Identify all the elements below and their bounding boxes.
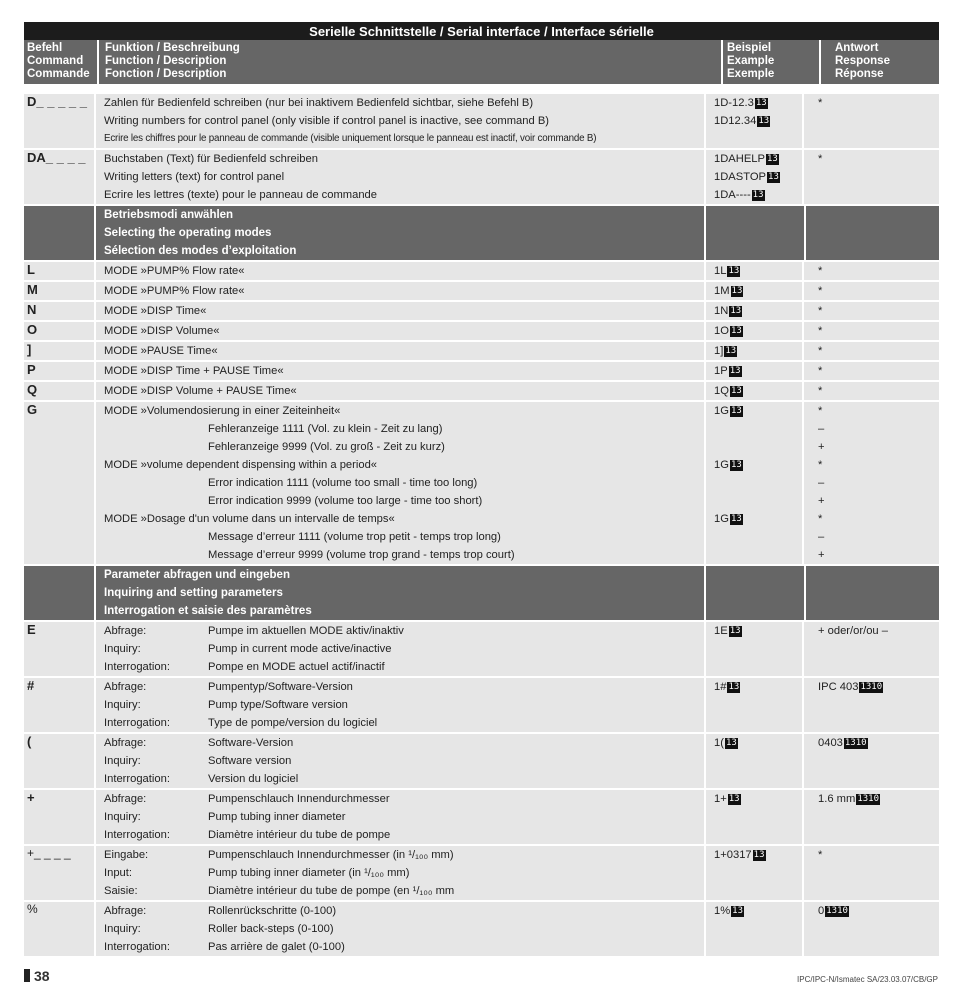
command-cell: % — [24, 902, 94, 956]
description-line: MODE »DISP Time + PAUSE Time« — [104, 365, 284, 377]
example-cell — [704, 734, 802, 788]
response-cell — [802, 734, 939, 788]
table-row — [24, 302, 939, 320]
description-line: MODE »PAUSE Time« — [104, 345, 218, 357]
description-label: Abfrage: — [104, 625, 147, 637]
cr-key-icon: 13 — [767, 154, 778, 164]
example-text: 1% — [714, 905, 731, 917]
description-label: Interrogation: — [104, 773, 170, 785]
description-line: Rollenrückschritte (0-100) — [208, 905, 337, 917]
example-text: 1G — [714, 513, 729, 525]
description-cell — [94, 302, 704, 320]
example-text: 1P — [714, 365, 728, 377]
description-cell — [94, 322, 704, 340]
response-text: * — [818, 345, 823, 357]
description-cell — [94, 734, 704, 788]
description-label: Inquiry: — [104, 923, 141, 935]
response-cell — [802, 846, 939, 900]
description-label: Abfrage: — [104, 905, 147, 917]
description-line: Software version — [208, 755, 292, 767]
example-cell — [704, 322, 802, 340]
description-line: Message d’erreur 1111 (volume trop petit - temps trop long) — [208, 531, 501, 543]
description-line: Pump type/Software version — [208, 699, 348, 711]
description-line: Pump tubing inner diameter (in ¹/₁₀₀ mm) — [208, 867, 410, 879]
cr-key-icon: 13 — [725, 738, 737, 748]
response-text: * — [818, 405, 823, 417]
example-cell — [704, 262, 802, 280]
description-cell — [94, 678, 704, 732]
header-command — [24, 40, 97, 84]
example-text: 1Q — [714, 385, 729, 397]
response-text: * — [818, 849, 823, 861]
command-cell: # — [24, 678, 94, 732]
description-line: Buchstaben (Text) für Bedienfeld schreiben — [104, 153, 318, 165]
cr-key-icon: 13 — [730, 406, 742, 416]
description-cell — [94, 382, 704, 400]
cr-key-icon: 13 — [768, 172, 779, 182]
example-cell — [704, 902, 802, 956]
header-label: Réponse — [835, 68, 884, 80]
table-row — [24, 402, 939, 564]
command-cell: ( — [24, 734, 94, 788]
response-cell — [802, 362, 939, 380]
description-line: Zahlen für Bedienfeld schreiben (nur bei inaktivem Bedienfeld sichtbar, siehe Befehl B) — [104, 97, 534, 109]
header-label: Funktion / Beschreibung — [105, 42, 240, 54]
description-label: Inquiry: — [104, 699, 141, 711]
response-cell — [802, 150, 939, 204]
description-line: Pump in current mode active/inactive — [208, 643, 392, 655]
command-cell: P — [24, 362, 94, 380]
cr-key-icon: 13 — [730, 460, 742, 470]
header-example — [721, 40, 819, 84]
description-line: MODE »volume dependent dispensing within a period« — [104, 459, 378, 471]
description-line: Message d’erreur 9999 (volume trop grand - temps trop court) — [208, 549, 515, 561]
example-text: 1G — [714, 459, 729, 471]
description-line: Pompe en MODE actuel actif/inactif — [208, 661, 385, 673]
cr-key-icon: 13 — [729, 626, 741, 636]
table-row — [24, 322, 939, 340]
response-text: + oder/or/ou – — [818, 625, 888, 637]
header-label: Befehl — [27, 42, 63, 54]
example-text: 1N — [714, 305, 729, 317]
crlf-key-icon: 1310 — [860, 682, 883, 692]
page-number-text: 38 — [34, 968, 50, 984]
description-label: Abfrage: — [104, 681, 147, 693]
description-cell — [94, 262, 704, 280]
table-row — [24, 734, 939, 788]
header-label: Antwort — [835, 42, 879, 54]
response-cell — [802, 622, 939, 676]
response-text: – — [818, 531, 825, 543]
response-text: 1.6 mm — [818, 793, 856, 805]
example-text: 1O — [714, 325, 729, 337]
document-reference: IPC/IPC-N/Ismatec SA/23.03.07/CB/GP — [797, 975, 938, 984]
table-row — [24, 282, 939, 300]
description-cell — [94, 402, 704, 564]
cr-key-icon: 13 — [731, 286, 743, 296]
cr-key-icon: 13 — [755, 98, 767, 108]
description-line: Pumpenschlauch Innendurchmesser (in ¹/₁₀₀ mm) — [208, 849, 454, 861]
cr-key-icon: 13 — [753, 850, 765, 860]
description-line: Fehleranzeige 9999 (Vol. zu groß - Zeit zu kurz) — [208, 441, 445, 453]
description-line: Error indication 1111 (volume too small - time too long) — [208, 477, 478, 489]
section-header — [24, 206, 939, 260]
response-cell — [802, 262, 939, 280]
description-line: Diamètre intérieur du tube de pompe — [208, 829, 391, 841]
response-text: * — [818, 513, 823, 525]
response-text: * — [818, 365, 823, 377]
response-cell — [802, 302, 939, 320]
example-text: 1+0317 — [714, 849, 752, 861]
section-title: Parameter abfragen und eingeben — [104, 569, 290, 581]
cr-key-icon: 13 — [752, 190, 764, 200]
response-text: * — [818, 265, 823, 277]
description-line: Pumpenschlauch Innendurchmesser — [208, 793, 390, 805]
description-line: Ecrire les lettres (texte) pour le panneau de commande — [104, 189, 377, 201]
description-line: Ecrire les chiffres pour le panneau de commande (visible uniquement lorsque le panneau est inactif, voir commande B) — [104, 133, 597, 144]
example-text: 1L — [714, 265, 727, 277]
description-line: Writing letters (text) for control panel — [104, 171, 285, 183]
example-text: 1# — [714, 681, 727, 693]
example-cell — [704, 150, 802, 204]
description-line: Fehleranzeige 1111 (Vol. zu klein - Zeit zu lang) — [208, 423, 443, 435]
section-title: Interrogation et saisie des paramètres — [104, 605, 312, 617]
description-line: Error indication 9999 (volume too large - time too short) — [208, 495, 483, 507]
example-text: 1D12.34 — [714, 115, 757, 127]
response-cell — [802, 282, 939, 300]
response-text: + — [818, 441, 825, 453]
description-line: Software-Version — [208, 737, 294, 749]
example-text: 1] — [714, 345, 724, 357]
response-text: * — [818, 325, 823, 337]
description-label: Interrogation: — [104, 661, 170, 673]
example-text: 1DA---- — [714, 189, 751, 201]
header-label: Example — [727, 55, 775, 67]
header-label: Beispiel — [727, 42, 772, 54]
table-row — [24, 342, 939, 360]
description-label: Eingabe: — [104, 849, 149, 861]
example-cell — [704, 790, 802, 844]
response-text: * — [818, 97, 823, 109]
description-label: Abfrage: — [104, 737, 147, 749]
description-line: MODE »DISP Time« — [104, 305, 207, 317]
cr-key-icon: 13 — [728, 682, 740, 692]
description-line: MODE »DISP Volume + PAUSE Time« — [104, 385, 297, 397]
description-cell — [94, 362, 704, 380]
command-cell: D_ _ _ _ _ — [24, 94, 94, 148]
description-line: Pumpe im aktuellen MODE aktiv/inaktiv — [208, 625, 404, 637]
response-text: – — [818, 423, 825, 435]
command-cell: Q — [24, 382, 94, 400]
response-cell — [802, 342, 939, 360]
header-label: Commande — [27, 68, 90, 80]
description-line: Version du logiciel — [208, 773, 299, 785]
response-cell — [802, 382, 939, 400]
command-cell: L — [24, 262, 94, 280]
command-cell: + — [24, 790, 94, 844]
description-label: Interrogation: — [104, 829, 170, 841]
response-text: 0403 — [818, 737, 843, 749]
example-cell — [704, 846, 802, 900]
response-text: 0 — [818, 905, 825, 917]
example-text: 1( — [714, 737, 724, 749]
example-text: 1G — [714, 405, 729, 417]
description-cell — [94, 902, 704, 956]
crlf-key-icon: 1310 — [844, 738, 867, 748]
command-cell: N — [24, 302, 94, 320]
response-text: IPC 403 — [818, 681, 859, 693]
cr-key-icon: 13 — [728, 794, 740, 804]
table-row — [24, 94, 939, 148]
description-label: Interrogation: — [104, 941, 170, 953]
description-cell — [94, 846, 704, 900]
example-cell — [704, 382, 802, 400]
cr-key-icon: 13 — [730, 386, 742, 396]
response-cell — [802, 790, 939, 844]
description-cell — [94, 94, 704, 148]
example-text: 1DASTOP — [714, 171, 767, 183]
command-cell: O — [24, 322, 94, 340]
description-line: MODE »PUMP% Flow rate« — [104, 285, 245, 297]
cr-key-icon: 13 — [729, 366, 741, 376]
table-row — [24, 362, 939, 380]
header-label: Response — [835, 55, 890, 67]
example-text: 1+ — [714, 793, 727, 805]
description-line: Diamètre intérieur du tube de pompe (en ¹/₁₀₀ mm — [208, 885, 455, 897]
cr-key-icon: 13 — [730, 326, 742, 336]
description-label: Inquiry: — [104, 755, 141, 767]
description-label: Saisie: — [104, 885, 138, 897]
description-line: Writing numbers for control panel (only visible if control panel is inactive, see command B) — [104, 115, 550, 127]
example-cell — [704, 362, 802, 380]
description-line: MODE »DISP Volume« — [104, 325, 220, 337]
response-text: + — [818, 549, 825, 561]
response-text: * — [818, 305, 823, 317]
response-text: * — [818, 285, 823, 297]
header-function — [97, 40, 721, 84]
table-row — [24, 846, 939, 900]
example-text: 1D-12.3 — [714, 97, 754, 109]
header-response — [819, 40, 939, 84]
description-label: Interrogation: — [104, 717, 170, 729]
manual-page — [24, 22, 939, 956]
description-cell — [94, 282, 704, 300]
crlf-key-icon: 1310 — [857, 794, 879, 804]
description-cell — [94, 622, 704, 676]
header-label: Command — [27, 55, 84, 67]
example-cell — [704, 302, 802, 320]
cr-key-icon: 13 — [730, 514, 742, 524]
section-title: Sélection des modes d’exploitation — [104, 245, 297, 257]
example-cell — [704, 402, 802, 564]
example-cell — [704, 94, 802, 148]
description-line: Pumpentyp/Software-Version — [208, 681, 353, 693]
description-label: Input: — [104, 867, 132, 879]
table-row — [24, 150, 939, 204]
response-text: * — [818, 385, 823, 397]
table-row — [24, 902, 939, 956]
table-row — [24, 790, 939, 844]
response-cell — [802, 402, 939, 564]
example-text: 1DAHELP — [714, 153, 765, 165]
header-label: Fonction / Description — [105, 68, 227, 80]
command-cell: +_ _ _ _ — [24, 846, 94, 900]
response-text: + — [818, 495, 825, 507]
cr-key-icon: 13 — [732, 906, 744, 916]
description-cell — [94, 342, 704, 360]
table-row — [24, 382, 939, 400]
response-text: * — [818, 459, 823, 471]
example-text: 1M — [714, 285, 730, 297]
command-cell: DA_ _ _ _ — [24, 150, 94, 204]
description-label: Inquiry: — [104, 643, 141, 655]
table-row — [24, 262, 939, 280]
description-label: Abfrage: — [104, 793, 147, 805]
response-cell — [802, 678, 939, 732]
page-marker-icon — [24, 969, 30, 982]
description-line: Type de pompe/version du logiciel — [208, 717, 378, 729]
crlf-key-icon: 1310 — [826, 906, 848, 916]
command-cell: E — [24, 622, 94, 676]
description-line: MODE »PUMP% Flow rate« — [104, 265, 245, 277]
description-line: Pump tubing inner diameter — [208, 811, 346, 823]
description-line: MODE »Volumendosierung in einer Zeiteinheit« — [104, 405, 341, 417]
cr-key-icon: 13 — [730, 306, 742, 316]
response-text: – — [818, 477, 825, 489]
description-line: Pas arrière de galet (0-100) — [208, 941, 345, 953]
section-title: Inquiring and setting parameters — [104, 587, 283, 599]
response-cell — [802, 94, 939, 148]
table-row — [24, 678, 939, 732]
example-cell — [704, 282, 802, 300]
command-cell: G — [24, 402, 94, 564]
header-label: Function / Description — [105, 55, 227, 67]
page-title: Serielle Schnittstelle / Serial interface / Interface sérielle — [24, 22, 939, 40]
description-cell — [94, 150, 704, 204]
example-cell — [704, 678, 802, 732]
description-cell — [94, 790, 704, 844]
response-cell — [802, 902, 939, 956]
command-cell: ] — [24, 342, 94, 360]
table-header — [24, 40, 939, 84]
page-number — [24, 968, 50, 984]
table-row — [24, 622, 939, 676]
section-header — [24, 566, 939, 620]
description-line: Roller back-steps (0-100) — [208, 923, 334, 935]
example-cell — [704, 622, 802, 676]
section-title: Selecting the operating modes — [104, 227, 272, 239]
response-cell — [802, 322, 939, 340]
description-label: Inquiry: — [104, 811, 141, 823]
command-cell: M — [24, 282, 94, 300]
example-text: 1E — [714, 625, 728, 637]
header-label: Exemple — [727, 68, 775, 80]
section-title: Betriebsmodi anwählen — [104, 209, 234, 221]
response-text: * — [818, 153, 823, 165]
description-line: MODE »Dosage d'un volume dans un intervalle de temps« — [104, 513, 395, 525]
example-cell — [704, 342, 802, 360]
cr-key-icon: 13 — [725, 346, 737, 356]
cr-key-icon: 13 — [728, 266, 740, 276]
cr-key-icon: 13 — [758, 116, 770, 126]
